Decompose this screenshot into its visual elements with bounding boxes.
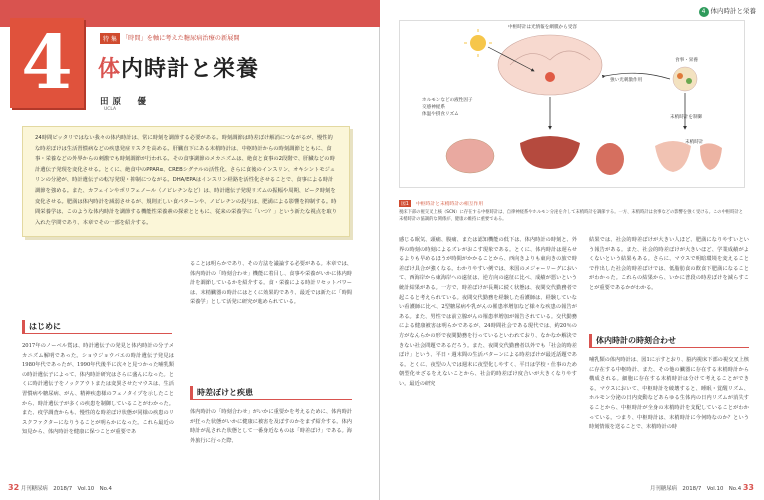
section-title: 時差ぼけと疾患 [190,386,352,400]
page-number: 33 [742,483,754,492]
body-column-1: 2017年のノーベル賞は、時計遺伝子の発見と体内時計の分子メカニズム解明であった。ショウジョウバエの時計遺伝子発見は1980年代であったが、1990年代後半に次々と見つかった哺乳類の時計遺伝子によって、体内時計研究はさらに盛んになった。とくに時計遺伝子をノックアウトまたは変異させたマウスは、生活習慣病や糖尿病、がん、精神疾患様のフェノタイプを示したことから、時計遺伝子が多くの疾患を制御していることがわかった。また、疫学調査からも、慢性的な時差ぼけ状態が同様の疾患のリスクファクターになりうることが明らかになった。これら最近の知見から、体内時計を健康に保つことが重要であ [22,343,174,436]
abstract-box [22,126,350,237]
section-heading-sync [589,334,749,348]
fig-label-food: 食事・栄養 [675,58,698,63]
footer-left [8,483,112,492]
page-number: 32 [8,483,20,492]
running-head-text: 体内時計と栄養 [710,7,756,15]
body-column-3: 感じる眠気、頭痛、腹痛、または認知機能の低下は、体内時計の時刻と、外界の時刻の時刻によるズレがおこす現象である。とくに、体内時計は遅らせるよりも早めるほうが時間がかかることから、西向きよりも東向きの旅で時差ぼけ具合が強くなる。わかりやすい例では、米国のメジャーリーグにおいて、西海岸から東海岸への遠征は、逆方向の遠征に比べ、成績が悪いという統計結果がある。一方で、時差ぼけが長期に続く状態は、夜間交代勤務者で起こると考えられている。夜間交代勤務を経験した看護師は、経験していない看護師に比べ、2型糖尿病や乳がんの罹患率増加など様々な疾患の報告がある。また、男性では前立腺がんの罹患率増加が報告されている。交代勤務による健康被害は明らかであるが、24時間社会である現代では、約20％の方がなんらかの形で夜間勤務を行っているといわれており、なかなか解決できない社会問題であるだろう。また、夜間交代勤務者以外でも「社会的時差ぼけ」という、平日・週末間の生活パターンによる時差ぼけが最近話題である。とくに、夜型の人では週末に夜型化しやすく、平日は学校・仕事のため朝型化せざるをえないことから、社会的時差ぼけ度合いが大きくなりやすい。最近の研究 [399,237,577,387]
fig-label-stress: 強い光刺激作用 [610,78,643,83]
title-highlight: 体 [98,57,122,82]
sun-icon [470,35,486,51]
journal-info: 月刊糖尿病 2018/7 Vol.10 No.4 [650,486,742,492]
body-column-2b: 体内時計の「時刻合わせ」がいかに重要かを考えるために、体内時計が狂った状態がいかに健康に被害を及ぼすのかをまず紹介する。体内時計が乱された状態として一番身近なものは「時差ぼけ」である。海外旅行に行った際、 [190,409,352,444]
feature-subtitle: 「時間」を軸に考えた糖尿病治療の新展開 [122,35,240,42]
section-title: 体内時計の時刻合わせ [589,334,749,348]
caption-label: 図1 [401,202,409,207]
running-head [699,6,757,17]
journal-info: 月刊糖尿病 2018/7 Vol.10 No.4 [20,486,112,492]
liver-icon [520,136,580,169]
article-title [98,52,259,83]
brain-shape [498,35,602,95]
section-heading-jetlag [190,386,352,400]
fig-label-center: 中枢時計は光情報を網膜から受容 [508,25,577,30]
footer-right [650,483,754,492]
fig-label-hormones: ホルモンなどの液性因子 交感神経系 体温や摂食リズム [422,98,473,117]
section-heading-intro [22,320,172,334]
kidney-icon [596,143,624,175]
figure-caption [399,190,745,224]
fig-label-peripheral: 末梢時計 [685,140,704,145]
chapter-badge: 4 [699,7,709,17]
body-column-4b: 哺乳類の体内時計は、図1に示すとおり、脳内視床下部の視交叉上核に存在する中枢時計、また、その他の臓器に存在する末梢時計から構成される。細胞に存在する末梢時計は分けて考えることができる。マウスにおいて、中枢時計を破壊すると、睡眠・覚醒リズム、ホルモン分泌の日内変動などあらゆる生体内の日内リズムが消失することから、中枢時計が全身の末梢時計を支配していることがわかっている。つまり、中枢時計は、末梢時計に今何時なのか？という時刻情報を送ることで、末梢時計の時 [589,357,749,431]
left-page [0,0,380,500]
chapter-number: 4 [10,18,84,108]
organ-icon [655,141,691,172]
figure-1 [399,20,745,188]
stomach-icon [446,139,494,173]
body-column-4a: 結果では、社会的時差ぼけが大きい人ほど、肥満になりやすいという報告がある。また、社会的時差ぼけが大きいほど、学業成績がよくないという結果もある。さらに、マウスで明暗環境を変えることで作出した社会的時差ぼけでは、低脂肪食の飲食下肥満になることがわかった。これらの結果から、いかに普段の時差ぼけを減らすことが重要であるかがわかる。 [589,237,749,291]
feature-tag: 特 集 [100,33,120,44]
section-title: はじめに [22,320,172,334]
caption-title: 中枢時計と末梢時計の相互作用 [415,202,484,207]
organ-icon [700,143,722,170]
food-icon [673,67,697,91]
body-column-2a: ることは明らかであり、その方法を議論する必要がある。本章では、体内時計の「時刻合わせ」機能に着目し、食事や栄養がいかに体内時計を調節しているかを紹介する。食・栄養による時計リセットパワーは、末梢臓器の時計にはとくに効果的であり、最近では新たに「時間栄養学」として活発に研究が進められている。 [190,261,352,306]
right-page [381,0,764,500]
fig-label-peripheral-ctrl: 末梢時計を制御 [670,115,703,120]
title-rest: 内時計と栄養 [121,57,260,82]
caption-text: 視床下部の視交叉上核（SCN）に存在する中枢時計は、自律神経系やホルモン分泌を介して末梢時計を調節する。一方、末梢時計は食事などの影響を強く受ける。この中枢時計と末梢時計の協調的な関係が、健康の維持に重要である。 [399,210,744,223]
scn-marker [545,72,555,82]
author-name: 田原 優 [100,97,151,107]
author-affiliation: UCLA [104,107,117,112]
abstract-text: 24時間ピッタリではない我々の体内時計は、常に時刻を調節する必要がある。時刻調節は時差ぼけ解消につながるが、慢性的な時差ぼけは生活習慣病などの疾患発症リスクを高める。肝臓直下にある末梢時計は、中枢時計からの時刻調節とともに、食事・栄養などの外界からの刺激でも時刻調節が行われる。その食事調節のメカニズムは、絶食と食事の2段階で、肝臓などの時計遺伝子発現を変化させる。とくに、絶食中のPPARα、CREBシグナルの活性化、さらに食後のインスリン、オキシントモジュリンの分泌が、時計遺伝子の転写発現・抑制につながる。DHA/EPAはインスリン経路を活性化させることで、食事による時計調節を強める。また、カフェインやポリフェノール（ノビレチンなど）は、時計遺伝子発現リズムの振幅や周期、ピーク時刻を変化させる。肥満は体内時計を減弱させるが、規則正しい食パターンや、ノビレチンの投与は、肥満による影響を抑制する。時間栄養学は、このような体内時計を調節する機能性栄養素の探索とともに、従来の栄養学に「いつ？」という新たな視点を取り入れた学問であり、本章でその一部を紹介する。 [35,135,337,226]
